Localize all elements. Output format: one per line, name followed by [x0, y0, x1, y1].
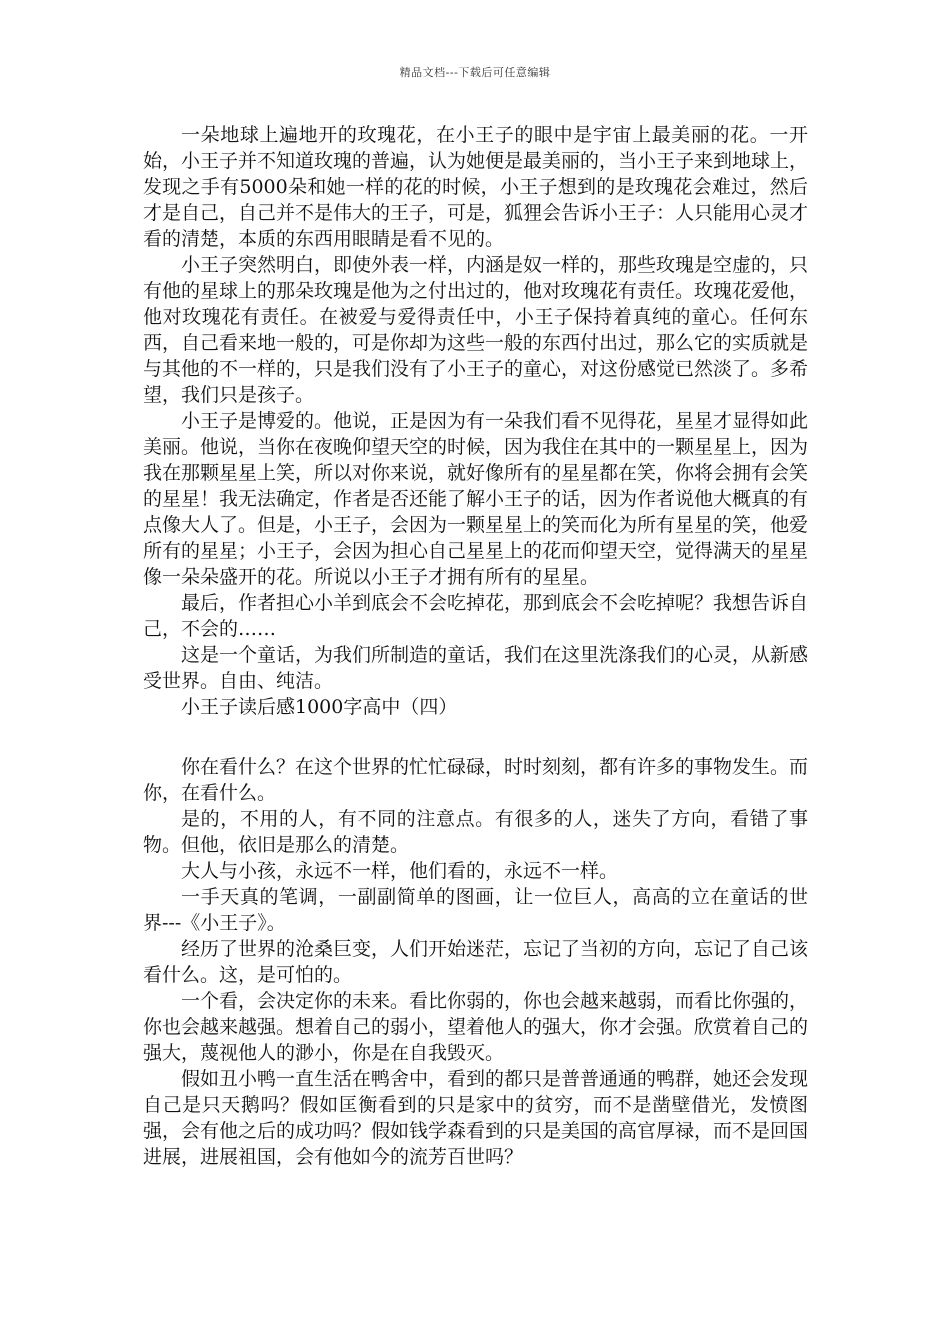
document-body [143, 122, 808, 1170]
paragraph: 一个看，会决定你的未来。看比你弱的，你也会越来越弱，而看比你强的，你也会越来越强。想着自己的弱小，望着他人的强大，你才会强。欣赏着自己的强大，蔑视他人的渺小，你是在自我毁灭。 [143, 990, 809, 1064]
paragraph: 这是一个童话，为我们所制造的童话，我们在这里洗涤我们的心灵，从新感受世界。自由、纯洁。 [143, 644, 809, 692]
paragraph: 小王子是博爱的。他说，正是因为有一朵我们看不见得花，星星才显得如此美丽。他说，当你在夜晚仰望天空的时候，因为我住在其中的一颗星星上，因为我在那颗星星上笑，所以对你来说，就好像所有的星星都在笑，你将会拥有会笑的星星！我无法确定，作者是否还能了解小王子的话，因为作者说他大概真的有点像大人了。但是，小王子，会因为一颗星星上的笑而化为所有星星的笑，他爱所有的星星；小王子，会因为担心自己星星上的花而仰望天空，觉得满天的星星像一朵朵盛开的花。所说以小王子才拥有所有的星星。 [143, 410, 809, 588]
paragraph: 小王子突然明白，即使外表一样，内涵是奴一样的，那些玫瑰是空虚的，只有他的星球上的那朵玫瑰是他为之付出过的，他对玫瑰花有责任。玫瑰花爱他，他对玫瑰花有责任。在被爱与爱得责任中，小王子保持着真纯的童心。任何东西，自己看来地一般的，可是你却为这些一般的东西付出过，那么它的实质就是与其他的不一样的，只是我们没有了小王子的童心，对这份感觉已然淡了。多希望，我们只是孩子。 [143, 254, 809, 406]
paragraph: 大人与小孩，永远不一样，他们看的，永远不一样。 [181, 860, 619, 882]
paragraph: 一朵地球上遍地开的玫瑰花，在小王子的眼中是宇宙上最美丽的花。一开始，小王子并不知道玫瑰的普遍，认为她便是最美丽的，当小王子来到地球上，发现之手有5000朵和她一样的花的时候，小王子想到的是玫瑰花会难过，然后才是自己，自己并不是伟大的王子，可是，狐狸会告诉小王子：人只能用心灵才看的清楚，本质的东西用眼睛是看不见的。 [143, 124, 809, 250]
page-header: 精品文档---下载后可任意编辑 [399, 66, 551, 79]
paragraph: 你在看什么？在这个世界的忙忙碌碌，时时刻刻，都有许多的事物发生。而你，在看什么。 [143, 756, 809, 804]
paragraph: 一手天真的笔调，一副副简单的图画，让一位巨人，高高的立在童话的世界---《小王子》。 [143, 886, 808, 934]
blank-line [143, 720, 808, 754]
paragraph: 经历了世界的沧桑巨变，人们开始迷茫，忘记了当初的方向，忘记了自己该看什么。这，是可怕的。 [143, 938, 809, 986]
paragraph: 是的，不用的人，有不同的注意点。有很多的人，迷失了方向，看错了事物。但他，依旧是那么的清楚。 [143, 808, 808, 856]
paragraph: 假如丑小鸭一直生活在鸭舍中，看到的都只是普普通通的鸭群，她还会发现自己是只天鹅吗？假如匡衡看到的只是家中的贫穷，而不是凿壁借光，发愤图强，会有他之后的成功吗？假如钱学森看到的只是美国的高官厚禄，而不是回国进展，进展祖国，会有他如今的流芳百世吗？ [143, 1068, 809, 1168]
paragraph: 最后，作者担心小羊到底会不会吃掉花，那到底会不会吃掉呢？我想告诉自己，不会的…… [143, 592, 809, 640]
section-heading: 小王子读后感1000字高中（四） [181, 696, 458, 718]
